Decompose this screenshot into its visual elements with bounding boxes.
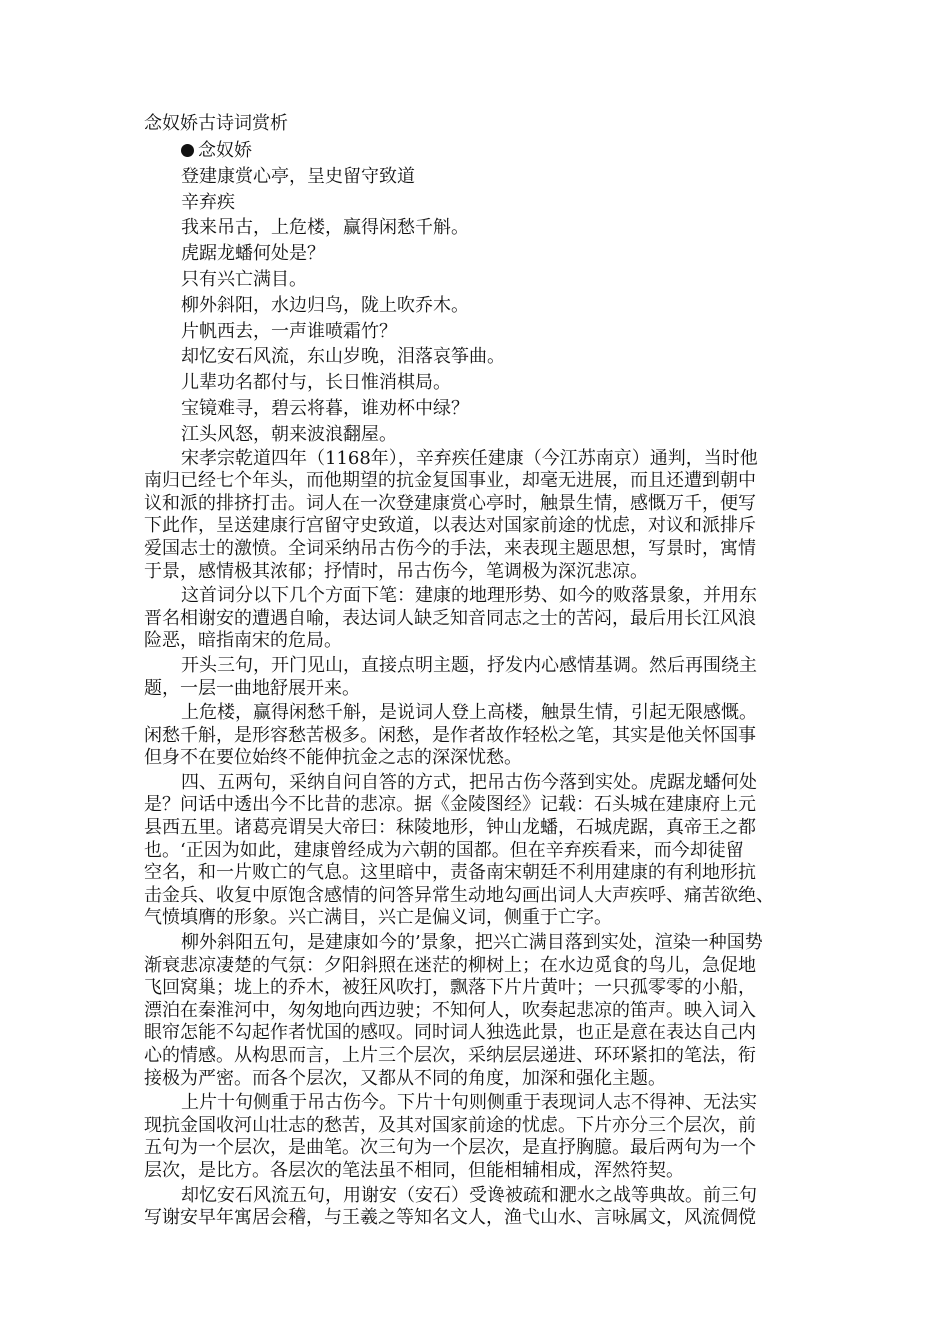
paragraph-line: 四、五两句，采纳自问自答的方式，把吊古伤今落到实处。虎踞龙蟠何处 [181, 771, 757, 793]
poem-line: 儿辈功名都付与，长日惟消棋局。 [181, 372, 451, 394]
paragraph-line: 晋名相谢安的遭遇自喻，表达词人缺乏知音同志之士的苦闷，最后用长江风浪 [144, 607, 756, 629]
paragraph-line: 气愤填膺的形象。兴亡满目，兴亡是偏义词，侧重于亡字。 [144, 907, 612, 929]
paragraph-line: 闲愁千斛，是形容愁苦极多。闲愁，是作者故作轻松之笔，其实是他关怀国事 [144, 724, 756, 746]
paragraph-line: 也。‘正因为如此，建康曾经成为六朝的国都。但在辛弃疾看来，而今却徒留 [144, 839, 744, 861]
paragraph-line: 写谢安早年寓居会稽，与王羲之等知名文人，渔弋山水、言咏属文，风流倜傥 [144, 1207, 756, 1229]
paragraph-line: 宋孝宗乾道四年（1168年），辛弃疾任建康（今江苏南京）通判，当时他 [181, 447, 758, 469]
paragraph-line: 下此作，呈送建康行宫留守史致道，以表达对国家前途的忧虑，对议和派排斥 [144, 515, 756, 537]
poem-line: 宝镜难寻，碧云将暮，谁劝杯中绿？ [181, 397, 469, 419]
paragraph [144, 585, 804, 653]
paragraph [144, 1185, 804, 1230]
paragraph [144, 1092, 804, 1182]
paragraph-line: 上危楼，赢得闲愁千斛，是说词人登上高楼，触景生情，引起无限感慨。 [181, 702, 757, 724]
paragraph-line: 这首词分以下几个方面下笔：建康的地理形势、如今的败落景象，并用东 [181, 585, 757, 607]
paragraph-line: 南归已经七个年头，而他期望的抗金复国事业，却毫无进展，而且还遭到朝中 [144, 470, 756, 492]
paragraph-line: 空名，和一片败亡的气息。这里暗中，责备南宋朝廷不利用建康的有利地形抗 [144, 862, 756, 884]
paragraph-line: 现抗金国收河山壮志的愁苦，及其对国家前途的忧虑。下片亦分三个层次，前 [144, 1114, 756, 1136]
paragraph-line: 却忆安石风流五句，用谢安（安石）受谗被疏和淝水之战等典故。前三句 [181, 1184, 757, 1206]
paragraph-line: 上片十句侧重于吊古伤今。下片十句则侧重于表现词人志不得神、无法实 [181, 1092, 757, 1114]
poem-body [144, 215, 804, 447]
paragraph-line: 开头三句，开门见山，直接点明主题，抒发内心感情基调。然后再围绕主 [181, 654, 757, 676]
paragraph [144, 932, 804, 1090]
poem-heading [144, 138, 804, 164]
poem-line: 只有兴亡满目。 [181, 268, 307, 290]
paragraph-line: 漂泊在秦淮河中，匆匆地向西边驶；不知何人，吹奏起悲凉的笛声。映入词入 [144, 999, 756, 1021]
paragraph-line: 眼帘怎能不勾起作者忧国的感叹。同时词人独选此景，也正是意在表达自己内 [144, 1022, 756, 1044]
paragraph-line: 柳外斜阳五句，是建康如今的’景象，把兴亡满目落到实处，渲染一种国势 [181, 932, 763, 954]
paragraph-line: 爱国志士的激愤。全词采纳吊古伤今的手法，来表现主题思想，写景时，寓情 [144, 537, 756, 559]
paragraph-line: 县西五里。诸葛亮谓吴大帝曰：秣陵地形，钟山龙蟠，石城虎踞，真帝王之都 [144, 817, 756, 839]
paragraph-line: 题，一层一曲地舒展开来。 [144, 677, 360, 699]
bullet-icon [181, 144, 194, 157]
document-page [144, 112, 804, 1232]
paragraph-line: 飞回窝巢；垅上的乔木，被狂风吹打，飘落下片片黄叶；一只孤零零的小船， [144, 977, 756, 999]
paragraph-line: 层次，是比方。各层次的笔法虽不相同，但能相辅相成，浑然符契。 [144, 1159, 684, 1181]
paragraph-line: 击金兵、收复中原饱含感情的问答异常生动地勾画出词人大声疾呼、痛苦欲绝、 [144, 884, 774, 906]
paragraph [144, 702, 804, 770]
paragraph-line: 渐衰悲凉凄楚的气氛：夕阳斜照在迷茫的柳树上；在水边觅食的鸟儿，急促地 [144, 954, 756, 976]
paragraph-line: 于景，感情极其浓郁；抒情时，吊古伤今，笔调极为深沉悲凉。 [144, 560, 648, 582]
paragraph-line: 是？问话中透出今不比昔的悲凉。据《金陵图经》记载：石头城在建康府上元 [144, 794, 756, 816]
poem-line: 柳外斜阳，水边归鸟，陇上吹乔木。 [181, 294, 469, 316]
poem-line: 却忆安石风流，东山岁晚，泪落哀筝曲。 [181, 346, 505, 368]
paragraph-line: 险恶，暗指南宋的危局。 [144, 630, 342, 652]
poem-subtitle: 登建康赏心亭，呈史留守致道 [181, 165, 415, 187]
paragraph-line: 心的情感。从构思而言，上片三个层次，采纳层层递进、环环紧扣的笔法，衔 [144, 1045, 756, 1066]
poem-line: 片帆西去，一声谁喷霜竹？ [181, 320, 397, 342]
poem-line: 虎踞龙蟠何处是？ [181, 243, 325, 265]
commentary [144, 448, 804, 1230]
document-title: 念奴娇古诗词赏析 [144, 113, 288, 134]
poem-line: 江头风怒，朝来波浪翻屋。 [181, 423, 397, 445]
paragraph [144, 655, 804, 700]
paragraph [144, 772, 804, 930]
poem-author: 辛弃疾 [181, 191, 235, 213]
poem-line: 我来吊古，上危楼，赢得闲愁千斛。 [181, 217, 469, 239]
paragraph-line: 接极为严密。而各个层次，又都从不同的角度，加深和强化主题。 [144, 1067, 666, 1089]
paragraph-line: 议和派的排挤打击。词人在一次登建康赏心亭时，触景生情，感慨万千，便写 [144, 492, 756, 514]
poem-heading-text: 念奴娇 [198, 140, 252, 161]
paragraph-line: 五句为一个层次，是曲笔。次三句为一个层次，是直抒胸臆。最后两句为一个 [144, 1137, 756, 1159]
paragraph [144, 448, 804, 584]
paragraph-line: 但身不在要位始终不能伸抗金之志的深深忧愁。 [144, 747, 522, 769]
